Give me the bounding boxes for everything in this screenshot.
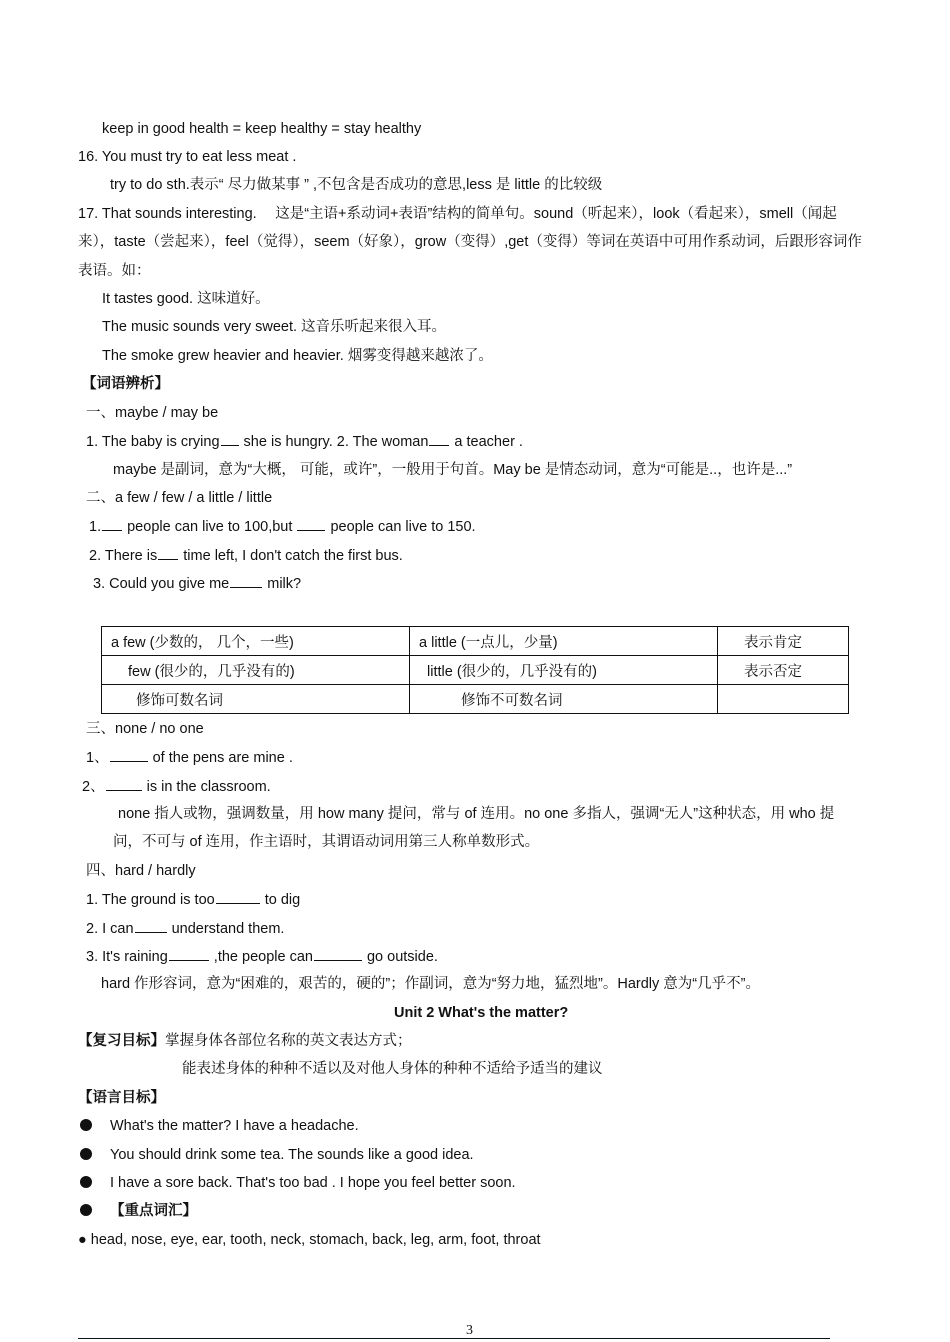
footer-rule bbox=[78, 1338, 830, 1339]
exercise-line: 2. There is time left, I don't catch the first bus. bbox=[89, 545, 403, 566]
text-line: keep in good health = keep healthy = stay healthy bbox=[102, 121, 422, 137]
subsection-heading: 一、maybe / may be bbox=[86, 405, 219, 421]
item-17-line-3: 表语。如： bbox=[78, 263, 151, 279]
bullet-icon bbox=[80, 1148, 92, 1160]
section-heading-word-analysis: 【词语辨析】 bbox=[82, 376, 169, 392]
answer-blank[interactable] bbox=[110, 747, 148, 762]
bullet-icon bbox=[80, 1176, 92, 1188]
review-goal-item: 掌握身体各部位名称的英文表达方式； bbox=[165, 1033, 412, 1049]
vocabulary-list: ● head, nose, eye, ear, tooth, neck, stomach, back, leg, arm, foot, throat bbox=[78, 1232, 541, 1248]
explanation-note: hard 作形容词，意为“困难的，艰苦的，硬的”；作副词，意为“努力地，猛烈地”。Hardly 意为“几乎不”。 bbox=[101, 976, 760, 992]
answer-blank[interactable] bbox=[297, 516, 325, 531]
exercise-line: 3. Could you give me milk? bbox=[93, 573, 301, 594]
exercise-line: 2、 is in the classroom. bbox=[82, 776, 271, 797]
exercise-line: 1. people can live to 100,but people can live to 150. bbox=[89, 516, 476, 537]
exercise-line: 1. The ground is too to dig bbox=[86, 889, 300, 910]
language-goal-item: What's the matter? I have a headache. bbox=[110, 1118, 359, 1134]
answer-blank[interactable] bbox=[158, 545, 178, 560]
table-row bbox=[102, 627, 849, 656]
exercise-line: 3. It's raining ,the people can go outside. bbox=[86, 946, 438, 967]
table-cell: few (很少的，几乎没有的) bbox=[102, 656, 410, 685]
review-goals bbox=[78, 1031, 412, 1051]
subsection-heading: 二、a few / few / a little / little bbox=[86, 490, 273, 506]
answer-blank[interactable] bbox=[429, 431, 449, 446]
example-sentence: The smoke grew heavier and heavier. 烟雾变得越来越浓了。 bbox=[102, 348, 493, 364]
answer-blank[interactable] bbox=[106, 776, 142, 791]
table-cell: a few (少数的， 几个，一些) bbox=[102, 627, 410, 656]
key-vocabulary-label: 【重点词汇】 bbox=[110, 1203, 197, 1219]
language-goal-item: You should drink some tea. The sounds like a good idea. bbox=[110, 1147, 474, 1163]
explanation-note: maybe 是副词，意为“大概， 可能，或许”，一般用于句首。May be 是情态动词，意为“可能是..，也许是...” bbox=[113, 462, 793, 478]
answer-blank[interactable] bbox=[169, 946, 209, 961]
item-17-line-2: 来），taste（尝起来），feel（觉得），seem（好象），grow（变得）,get（变得）等词在英语中可用作系动词，后跟形容词作 bbox=[78, 234, 862, 250]
answer-blank[interactable] bbox=[314, 946, 362, 961]
subsection-heading: 四、hard / hardly bbox=[86, 863, 196, 879]
note-try-to-do: try to do sth.表示“ 尽力做某事 ” ,不包含是否成功的意思,less 是 little 的比较级 bbox=[110, 177, 603, 193]
explanation-note: none 指人或物，强调数量，用 how many 提问，常与 of 连用。no one 多指人，强调“无人”这种状态，用 who 提 bbox=[118, 806, 835, 822]
exercise-line: 1、 of the pens are mine . bbox=[86, 747, 293, 768]
table-cell bbox=[718, 685, 849, 714]
table-row bbox=[102, 685, 849, 714]
explanation-note: 问，不可与 of 连用，作主语时，其谓语动词用第三人称单数形式。 bbox=[113, 834, 540, 850]
table-cell: 表示肯定 bbox=[718, 627, 849, 656]
unit-title: Unit 2 What's the matter? bbox=[394, 1005, 569, 1021]
table-cell: little (很少的，几乎没有的) bbox=[410, 656, 718, 685]
language-goal-item: I have a sore back. That's too bad . I hope you feel better soon. bbox=[110, 1175, 516, 1191]
item-16: 16. You must try to eat less meat . bbox=[78, 149, 297, 165]
language-goals-label: 【语言目标】 bbox=[78, 1090, 165, 1106]
table-row bbox=[102, 656, 849, 685]
answer-blank[interactable] bbox=[230, 573, 262, 588]
review-goals-label: 【复习目标】 bbox=[78, 1033, 165, 1049]
review-goal-item: 能表述身体的种种不适以及对他人身体的种种不适给予适当的建议 bbox=[182, 1061, 603, 1077]
answer-blank[interactable] bbox=[135, 918, 167, 933]
comparison-table bbox=[101, 626, 849, 714]
example-sentence: It tastes good. 这味道好。 bbox=[102, 291, 270, 307]
bullet-icon bbox=[80, 1119, 92, 1131]
item-17-line-1: 17. That sounds interesting. 这是“主语+系动词+表语”结构的简单句。sound（听起来），look（看起来），smell（闻起 bbox=[78, 206, 837, 222]
answer-blank[interactable] bbox=[102, 516, 122, 531]
exercise-line: 2. I can understand them. bbox=[86, 918, 284, 939]
exercise-line: 1. The baby is crying she is hungry. 2. The woman a teacher . bbox=[86, 431, 523, 452]
example-sentence: The music sounds very sweet. 这音乐听起来很入耳。 bbox=[102, 319, 447, 335]
answer-blank[interactable] bbox=[221, 431, 239, 446]
answer-blank[interactable] bbox=[216, 889, 260, 904]
subsection-heading: 三、none / no one bbox=[86, 721, 204, 737]
table-cell: a little (一点儿，少量) bbox=[410, 627, 718, 656]
page-number: 3 bbox=[466, 1323, 473, 1338]
table-cell: 修饰不可数名词 bbox=[410, 685, 718, 714]
table-cell: 表示否定 bbox=[718, 656, 849, 685]
table-cell: 修饰可数名词 bbox=[102, 685, 410, 714]
bullet-icon bbox=[80, 1204, 92, 1216]
